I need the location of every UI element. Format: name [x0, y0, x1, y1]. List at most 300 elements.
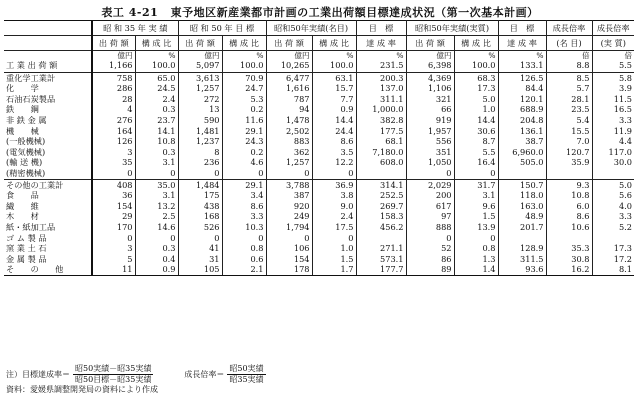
table-cell: 556 [406, 136, 454, 147]
table-cell: 175 [178, 190, 222, 201]
table-cell: 3.9 [592, 83, 634, 94]
table-cell: 16.5 [592, 104, 634, 115]
table-cell: 29.1 [222, 179, 266, 190]
row-label: 機 械 [6, 125, 39, 136]
table-cell: 688.9 [498, 104, 546, 115]
table-cell: 1,616 [266, 83, 312, 94]
table-cell: 362 [266, 147, 312, 158]
table-cell: 24.4 [312, 126, 356, 137]
table-cell: 164 [92, 126, 135, 137]
table-cell: 120.7 [546, 147, 592, 158]
row-label: 工 業 出 荷 額 [6, 60, 58, 70]
table-cell: 5.3 [222, 94, 266, 105]
header-shipment: 出 荷 額 [92, 36, 135, 51]
table-cell: 758 [92, 72, 135, 83]
table-cell: 13.9 [454, 222, 498, 233]
table-cell: 1.7 [312, 264, 356, 275]
table-cell: 52 [406, 243, 454, 254]
growth-formula: $\frac{\text{昭50実績}}{\text{昭35実績}}$ [229, 364, 264, 384]
table-cell: 86 [406, 254, 454, 265]
table-cell: 120.1 [498, 94, 546, 105]
table-cell: 17.3 [592, 243, 634, 254]
table-cell: 36.9 [312, 179, 356, 190]
row-label: (輸 送 機) [6, 157, 43, 168]
header-blank [4, 21, 92, 36]
achievement-formula: $\frac{\text{昭50実績－昭35実績}}{\text{昭50目標－昭35実績}}$ [75, 364, 152, 384]
other-industry-section [4, 179, 634, 275]
table-row [4, 72, 634, 83]
table-cell: 154 [92, 201, 135, 212]
table-cell: 11.9 [592, 126, 634, 137]
table-cell: 1,478 [266, 115, 312, 126]
row-label: (精密機械) [6, 167, 46, 178]
table-cell: 93.6 [498, 264, 546, 275]
table-cell: 65.0 [135, 72, 178, 83]
table-cell: 23.5 [546, 104, 592, 115]
table-cell: 0.6 [222, 254, 266, 265]
row-label: 紙・紙加工品 [6, 221, 56, 232]
header-shipment: 出 荷 額 [266, 36, 312, 51]
table-cell: 8.7 [454, 136, 498, 147]
header-target-a: 目 標 [356, 21, 406, 36]
table-row [4, 104, 634, 115]
table-cell: 3.1 [454, 190, 498, 201]
unit-row: 億円 % 億円 % 億円 % % 億円 % % 倍 倍 [4, 51, 634, 61]
table-cell: 12.2 [312, 157, 356, 168]
table-row [4, 179, 634, 190]
table-cell: 0 [454, 233, 498, 244]
header-1960-actual: 昭 和 35 年 実 績 [92, 21, 178, 36]
table-cell: 0.2 [222, 104, 266, 115]
table-cell: 3,613 [178, 72, 222, 83]
table-cell: 4.0 [592, 201, 634, 212]
table-cell: 118.0 [498, 190, 546, 201]
table-row [4, 147, 634, 158]
table-cell: 608.0 [356, 157, 406, 168]
table-cell: 919 [406, 115, 454, 126]
header-blank-2 [4, 36, 92, 51]
table-row [4, 201, 634, 212]
row-label: 化 学 [6, 83, 39, 94]
row-label: 重化学工業計 [4, 72, 92, 83]
table-cell: 126.5 [498, 72, 546, 83]
table-cell: 150.7 [498, 179, 546, 190]
header-growth-real-b: (実 質) [592, 36, 634, 51]
table-cell: 70.9 [222, 72, 266, 83]
table-cell: 9.0 [312, 201, 356, 212]
table-cell: 252.5 [356, 190, 406, 201]
table-cell: 3,788 [266, 179, 312, 190]
table-cell: 0 [266, 233, 312, 244]
table-cell: 888 [406, 222, 454, 233]
table-row [4, 83, 634, 94]
table-cell: 13.2 [135, 201, 178, 212]
table-cell: 177.5 [356, 126, 406, 137]
table-cell: 0 [135, 233, 178, 244]
table-cell: 526 [178, 222, 222, 233]
table-cell: 10.8 [546, 190, 592, 201]
header-1975-actual-nominal: 昭和50年実績(名目) [266, 21, 356, 36]
table-cell: 272 [178, 94, 222, 105]
header-shipment: 出 荷 額 [406, 36, 454, 51]
table-cell: 117.0 [592, 147, 634, 158]
table-row [4, 211, 634, 222]
table-row [4, 222, 634, 233]
heavy-industry-section [4, 72, 634, 179]
table-cell: 170 [92, 222, 135, 233]
table-cell: 3.1 [135, 157, 178, 168]
table-cell: 0.8 [222, 243, 266, 254]
table-cell: 5.0 [454, 94, 498, 105]
table-cell: 30.6 [454, 126, 498, 137]
table-cell: 2.4 [135, 94, 178, 105]
table-cell: 3.5 [312, 147, 356, 158]
row-label: そ の 他 [4, 264, 92, 275]
data-table [4, 20, 634, 276]
table-cell: 31 [178, 254, 222, 265]
table-cell: 200 [406, 190, 454, 201]
table-cell: 5.2 [592, 222, 634, 233]
table-cell: 68.1 [356, 136, 406, 147]
table-cell: 31.7 [454, 179, 498, 190]
table-cell: 0.9 [312, 104, 356, 115]
row-label: 繊 維 [6, 200, 39, 211]
table-cell: 16.2 [546, 264, 592, 275]
table-cell: 4.4 [592, 136, 634, 147]
row-label: 窯 業 土 石 [6, 243, 47, 254]
table-row [4, 94, 634, 105]
table-cell: 9.3 [546, 179, 592, 190]
note-achievement-prefix: 注）目標達成率＝ [6, 369, 70, 379]
table-cell: 8.6 [312, 136, 356, 147]
header-growth-nominal-a: 成長倍率 [546, 21, 592, 36]
table-cell: 382.8 [356, 115, 406, 126]
table-cell: 314.1 [356, 179, 406, 190]
table-cell: 30.0 [592, 157, 634, 168]
table-cell: 200.3 [356, 72, 406, 83]
table-cell: 16.4 [454, 157, 498, 168]
header-target-b: 目 標 [498, 21, 546, 36]
table-cell [592, 233, 634, 244]
table-cell: 1,257 [178, 83, 222, 94]
table-row [4, 254, 634, 265]
table-cell: 7.0 [546, 136, 592, 147]
table-cell: 84.4 [498, 83, 546, 94]
table-cell: 4.6 [222, 157, 266, 168]
table-row [4, 115, 634, 126]
table-cell: 1.4 [454, 264, 498, 275]
table-cell: 5.0 [592, 179, 634, 190]
row-label: 木 材 [6, 211, 39, 222]
table-cell: 2.4 [312, 211, 356, 222]
table-cell: 2.1 [222, 264, 266, 275]
table-cell: 6,477 [266, 72, 312, 83]
table-cell: 136.1 [498, 126, 546, 137]
table-cell: 4,369 [406, 72, 454, 83]
table-cell: 1,050 [406, 157, 454, 168]
table-cell: 387 [266, 190, 312, 201]
table-cell: 4 [92, 104, 135, 115]
table-cell: 29 [92, 211, 135, 222]
table-cell: 89 [406, 264, 454, 275]
table-cell: 3.3 [592, 211, 634, 222]
table-cell: 63.1 [312, 72, 356, 83]
table-cell: 29.1 [222, 126, 266, 137]
table-cell: 0 [178, 168, 222, 179]
table-cell: 1,000.0 [356, 104, 406, 115]
table-cell: 36 [92, 190, 135, 201]
table-cell: 787 [266, 94, 312, 105]
row-label: 金 属 製 品 [6, 253, 47, 264]
table-cell: 24.7 [222, 83, 266, 94]
table-cell: 1.5 [312, 254, 356, 265]
total-row: 工 業 出 荷 額 1,166 100.0 5,097 100.0 10,265 100.0 231.5 6,398 100.0 133.1 8.8 5.5 [4, 60, 634, 72]
table-cell: 3.3 [222, 211, 266, 222]
table-cell: 6,960.0 [498, 147, 546, 158]
table-cell: 1,794 [266, 222, 312, 233]
table-cell: 0 [92, 233, 135, 244]
table-cell: 1,106 [406, 83, 454, 94]
row-label: (一般機械) [6, 136, 46, 147]
table-cell: 2,029 [406, 179, 454, 190]
table-cell: 17.3 [454, 83, 498, 94]
header-1975-target: 昭 和 50 年 目 標 [178, 21, 266, 36]
header-row-2 [4, 36, 634, 51]
table-cell: 48.9 [498, 211, 546, 222]
table-cell: 2,502 [266, 126, 312, 137]
table-cell: 1,957 [406, 126, 454, 137]
table-cell: 11 [92, 264, 135, 275]
table-cell: 106 [266, 243, 312, 254]
table-cell: 11.5 [592, 94, 634, 105]
table-cell: 1.0 [312, 243, 356, 254]
table-cell: 3.4 [222, 190, 266, 201]
table-cell: 1,484 [178, 179, 222, 190]
table-row [4, 190, 634, 201]
table-cell: 3.8 [312, 190, 356, 201]
note-source: 資料：愛媛県調整開発局の資料により作成 [6, 385, 158, 394]
table-cell [356, 233, 406, 244]
table-cell: 154 [266, 254, 312, 265]
table-cell: 126 [92, 136, 135, 147]
table-cell: 0 [266, 168, 312, 179]
header-ratio: 構 成 比 [222, 36, 266, 51]
table-cell: 105 [178, 264, 222, 275]
table-cell: 204.8 [498, 115, 546, 126]
table-cell: 505.0 [498, 157, 546, 168]
header-ratio: 構 成 比 [312, 36, 356, 51]
table-cell: 97 [406, 211, 454, 222]
table-cell: 0.9 [135, 264, 178, 275]
header-growth-nominal-b: (名 目) [546, 36, 592, 51]
table-cell: 0 [222, 233, 266, 244]
table-cell: 0 [92, 168, 135, 179]
table-cell: 0 [135, 168, 178, 179]
table-cell: 28 [92, 94, 135, 105]
table-cell: 14.1 [135, 126, 178, 137]
table-cell [546, 233, 592, 244]
table-cell: 14.4 [454, 115, 498, 126]
table-cell: 11.6 [222, 115, 266, 126]
table-cell: 0 [406, 233, 454, 244]
table-cell: 41 [178, 243, 222, 254]
note-growth-prefix: 成長倍率＝ [184, 369, 225, 379]
note-formulas [6, 364, 269, 385]
table-cell [498, 233, 546, 244]
table-cell: 883 [266, 136, 312, 147]
table-cell: 15.5 [546, 126, 592, 137]
table-cell: 14.6 [135, 222, 178, 233]
table-cell: 269.7 [356, 201, 406, 212]
table-cell: 1,237 [178, 136, 222, 147]
table-cell: 311.1 [356, 94, 406, 105]
table-cell: 0.3 [135, 147, 178, 158]
table-cell: 5.5 [454, 147, 498, 158]
table-cell: 15.7 [312, 83, 356, 94]
table-cell: 0 [312, 168, 356, 179]
table-cell: 617 [406, 201, 454, 212]
row-label: (電気機械) [6, 146, 46, 157]
table-cell: 5.7 [546, 83, 592, 94]
row-label: その他の工業計 [4, 179, 92, 190]
table-cell: 137.0 [356, 83, 406, 94]
table-cell: 7,180.0 [356, 147, 406, 158]
table-cell: 30.8 [546, 254, 592, 265]
row-label: 鉄 鋼 [6, 104, 39, 115]
table-cell: 28.1 [546, 94, 592, 105]
table-row [4, 243, 634, 254]
header-row-1 [4, 21, 634, 36]
table-row [4, 157, 634, 168]
table-cell: 8.6 [546, 211, 592, 222]
table-cell: 17.2 [592, 254, 634, 265]
table-cell: 5 [92, 254, 135, 265]
header-achievement-b: 達 成 率 [498, 36, 546, 51]
table-cell: 0.3 [135, 243, 178, 254]
table-title [0, 4, 640, 20]
table-cell: 35.0 [135, 179, 178, 190]
table-cell: 5.8 [592, 72, 634, 83]
row-label: 石油石炭製品 [6, 93, 56, 104]
row-label: ゴ ム 製 品 [6, 232, 47, 243]
table-cell: 35.9 [546, 157, 592, 168]
header-1975-actual-real: 昭和50年実績(実質) [406, 21, 498, 36]
table-cell: 0 [312, 233, 356, 244]
table-cell: 456.2 [356, 222, 406, 233]
table-cell: 9.6 [454, 201, 498, 212]
table-cell: 24.5 [135, 83, 178, 94]
table-cell: 0.8 [454, 243, 498, 254]
table-cell: 35 [92, 157, 135, 168]
table-row [4, 136, 634, 147]
header-ratio: 構 成 比 [454, 36, 498, 51]
table-cell: 321 [406, 94, 454, 105]
table-cell: 1.0 [454, 104, 498, 115]
header-growth-real-a: 成長倍率 [592, 21, 634, 36]
table-cell: 0 [222, 168, 266, 179]
table-cell: 7.7 [312, 94, 356, 105]
row-label: 食 品 [6, 190, 39, 201]
table-cell: 10.3 [222, 222, 266, 233]
table-row [4, 264, 634, 275]
table-cell: 94 [266, 104, 312, 115]
table-cell: 10.6 [546, 222, 592, 233]
table-cell: 271.1 [356, 243, 406, 254]
table-cell: 1,481 [178, 126, 222, 137]
table-cell: 163.0 [498, 201, 546, 212]
table-cell: 3.3 [592, 115, 634, 126]
table-cell: 5.4 [546, 115, 592, 126]
table-cell: 276 [92, 115, 135, 126]
header-achievement-a: 達 成 率 [356, 36, 406, 51]
table-cell: 8 [178, 147, 222, 158]
header-ratio: 構 成 比 [135, 36, 178, 51]
table-cell: 311.5 [498, 254, 546, 265]
table-title-text: 東予地区新産業都市計画の工業出荷額目標達成状況（第一次基本計画） [170, 6, 539, 19]
table-cell: 3 [92, 243, 135, 254]
table-cell: 0 [454, 168, 498, 179]
table-cell: 177.7 [356, 264, 406, 275]
table-cell: 168 [178, 211, 222, 222]
table-cell [356, 168, 406, 179]
table-cell: 13 [178, 104, 222, 115]
table-cell: 1,257 [266, 157, 312, 168]
table-cell [498, 168, 546, 179]
table-cell: 10.8 [135, 136, 178, 147]
table-cell: 14.4 [312, 115, 356, 126]
table-cell: 3 [92, 147, 135, 158]
table-cell: 286 [92, 83, 135, 94]
table-row [4, 126, 634, 137]
table-cell: 351 [406, 147, 454, 158]
table-cell: 408 [92, 179, 135, 190]
table-row [4, 168, 634, 179]
table-cell [546, 168, 592, 179]
table-cell: 6.0 [546, 201, 592, 212]
table-number: 表工 4-21 [101, 6, 159, 19]
table-cell: 920 [266, 201, 312, 212]
table-cell: 23.7 [135, 115, 178, 126]
row-label: 非 鉄 金 属 [6, 114, 47, 125]
table-cell: 249 [266, 211, 312, 222]
table-cell: 66 [406, 104, 454, 115]
table-cell: 1.3 [454, 254, 498, 265]
table-cell: 0 [178, 233, 222, 244]
table-cell: 8.6 [222, 201, 266, 212]
table-cell: 68.3 [454, 72, 498, 83]
table-cell: 0.2 [222, 147, 266, 158]
table-cell: 3.1 [135, 190, 178, 201]
table-cell: 590 [178, 115, 222, 126]
table-cell: 236 [178, 157, 222, 168]
table-cell [592, 168, 634, 179]
table-cell: 35.3 [546, 243, 592, 254]
table-cell: 5.6 [592, 190, 634, 201]
table-cell: 1.5 [454, 211, 498, 222]
table-cell: 178 [266, 264, 312, 275]
table-cell: 24.3 [222, 136, 266, 147]
table-cell: 0.3 [135, 104, 178, 115]
table-cell: 201.7 [498, 222, 546, 233]
table-row [4, 233, 634, 244]
header-shipment: 出 荷 額 [178, 36, 222, 51]
table-cell: 8.5 [546, 72, 592, 83]
table-cell: 8.1 [592, 264, 634, 275]
table-cell: 17.5 [312, 222, 356, 233]
table-cell: 0 [406, 168, 454, 179]
table-cell: 573.1 [356, 254, 406, 265]
table-cell: 2.5 [135, 211, 178, 222]
